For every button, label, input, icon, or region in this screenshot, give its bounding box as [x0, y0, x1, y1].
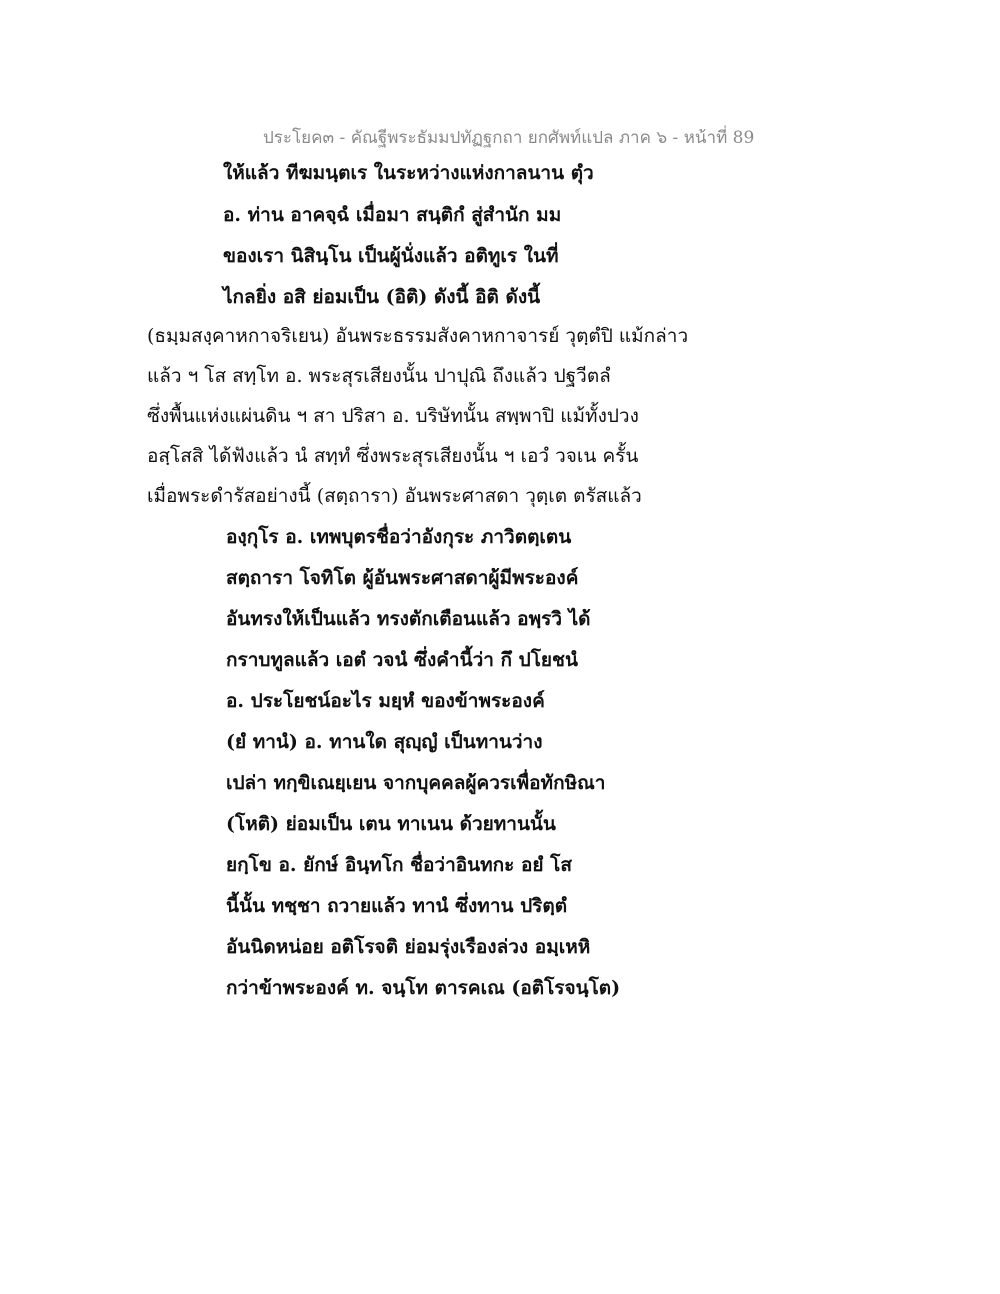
text-line: อันทรงให้เป็นแล้ว ทรงตักเตือนแล้ว อพฺรวิ ได้ [226, 608, 591, 630]
text-line: (ธมฺมสงฺคาหกาจริเยน) อันพระธรรมสังคาหกาจารย์ วุตฺตํปิ แม้กล่าว [147, 325, 689, 347]
text-line: (โหติ) ย่อมเป็น เตน ทาเนน ด้วยทานนั้น [226, 813, 556, 835]
page-header: ประโยค๓ - คัณฐีพระธัมมปทัฏฐกถา ยกศัพท์แปล ภาค ๖ - หน้าที่ 89 [263, 128, 755, 148]
text-line: ของเรา นิสินฺโน เป็นผู้นั่งแล้ว อติทูเร ในที่ [223, 245, 559, 267]
text-line: ซึ่งพื้นแห่งแผ่นดิน ฯ สา ปริสา อ. บริษัทนั้น สพฺพาปิ แม้ทั้งปวง [147, 405, 639, 427]
text-line: องฺกุโร อ. เทพบุตรชื่อว่าอังกุระ ภาวิตตฺเตน [226, 526, 572, 548]
text-line: อสฺโสสิ ได้ฟังแล้ว นํ สทฺทํ ซึ่งพระสุรเสียงนั้น ฯ เอวํ วจเน ครั้น [147, 445, 639, 467]
text-line: (ยํ ทานํ) อ. ทานใด สุญฺญํ เป็นทานว่าง [226, 731, 543, 753]
text-line: อันนิดหน่อย อติโรจติ ย่อมรุ่งเรืองล่วง อมฺเหหิ [226, 936, 591, 958]
text-line: กราบทูลแล้ว เอตํ วจนํ ซึ่งคำนี้ว่า กึ ปโยชนํ [226, 649, 578, 671]
text-line: ไกลยิ่ง อสิ ย่อมเป็น (อิติ) ดังนี้ อิติ ดังนี้ [223, 286, 541, 308]
text-line: นี้นั้น ทชฺชา ถวายแล้ว ทานํ ซึ่งทาน ปริตฺตํ [226, 895, 568, 917]
text-line: สตฺถารา โจทิโต ผู้อันพระศาสดาผู้มีพระองค์ [226, 567, 579, 589]
text-line: แล้ว ฯ โส สทฺโท อ. พระสุรเสียงนั้น ปาปุณิ ถึงแล้ว ปฐวีตลํ [147, 365, 611, 387]
text-line: เมื่อพระดำรัสอย่างนี้ (สตฺถารา) อันพระศาสดา วุตฺเต ตรัสแล้ว [147, 485, 642, 507]
text-line: ให้แล้ว ทีฆมนฺตเร ในระหว่างแห่งกาลนาน ตุํว [223, 162, 594, 184]
text-line: ยกฺโข อ. ยักษ์ อินฺทโก ชื่อว่าอินทกะ อยํ โส [226, 854, 572, 876]
text-line: กว่าข้าพระองค์ ท. จนฺโท ตารคเณ (อติโรจนฺโต) [226, 977, 621, 999]
text-line: อ. ประโยชน์อะไร มยฺหํ ของข้าพระองค์ [226, 690, 545, 712]
text-line: อ. ท่าน อาคจฺฉํ เมื่อมา สนฺติกํ สู่สำนัก มม [223, 204, 562, 226]
text-line: เปล่า ทกฺขิเณยฺเยน จากบุคคลผู้ควรเพื่อทักษิณา [226, 772, 606, 794]
